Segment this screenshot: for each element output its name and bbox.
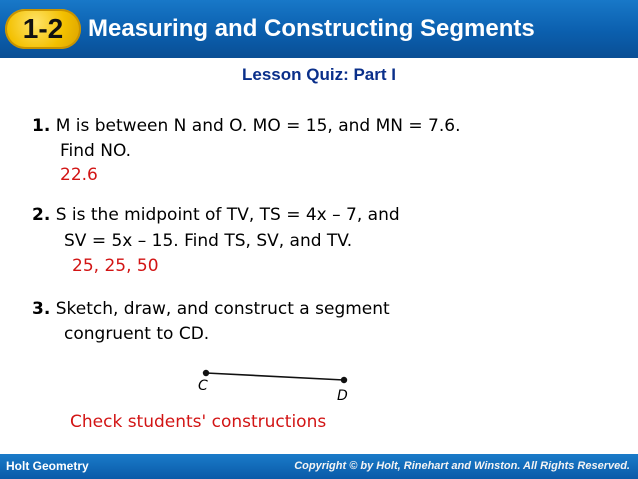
segment-cd-line <box>206 373 344 380</box>
footer-book-title: Holt Geometry <box>6 459 89 473</box>
lesson-badge: 1-2 <box>5 9 81 49</box>
question-3-text: Sketch, draw, and construct a segment <box>55 299 390 319</box>
question-3-line2: congruent to CD. <box>64 324 210 344</box>
question-2-line1 <box>32 203 400 227</box>
header-bar <box>0 0 638 58</box>
question-2-answer: 25, 25, 50 <box>72 256 159 276</box>
question-2-number: 2. <box>32 205 51 225</box>
question-1-line1 <box>32 114 460 138</box>
lesson-title: Measuring and Constructing Segments <box>88 15 535 42</box>
question-2-line2: SV = 5x – 15. Find TS, SV, and TV. <box>64 231 353 251</box>
footer-bar <box>0 454 638 479</box>
footer-copyright: Copyright © by Holt, Rinehart and Winston. All Rights Reserved. <box>294 460 630 472</box>
question-3-number: 3. <box>32 299 51 319</box>
question-1-number: 1. <box>32 116 51 136</box>
question-2-text: S is the midpoint of TV, TS = 4x – 7, and <box>55 205 400 225</box>
segment-cd-diagram <box>190 366 370 406</box>
question-3-answer: Check students' constructions <box>70 412 327 432</box>
point-c <box>203 370 209 376</box>
question-1-line2: Find NO. <box>60 141 132 161</box>
question-1-answer: 22.6 <box>60 165 98 185</box>
question-3-line1 <box>32 297 390 321</box>
point-d <box>341 377 347 383</box>
label-d: D <box>337 388 348 404</box>
label-c: C <box>198 378 208 394</box>
question-1-text: M is between N and O. MO = 15, and MN = 7.6. <box>55 116 461 136</box>
quiz-title: Lesson Quiz: Part I <box>242 65 396 84</box>
